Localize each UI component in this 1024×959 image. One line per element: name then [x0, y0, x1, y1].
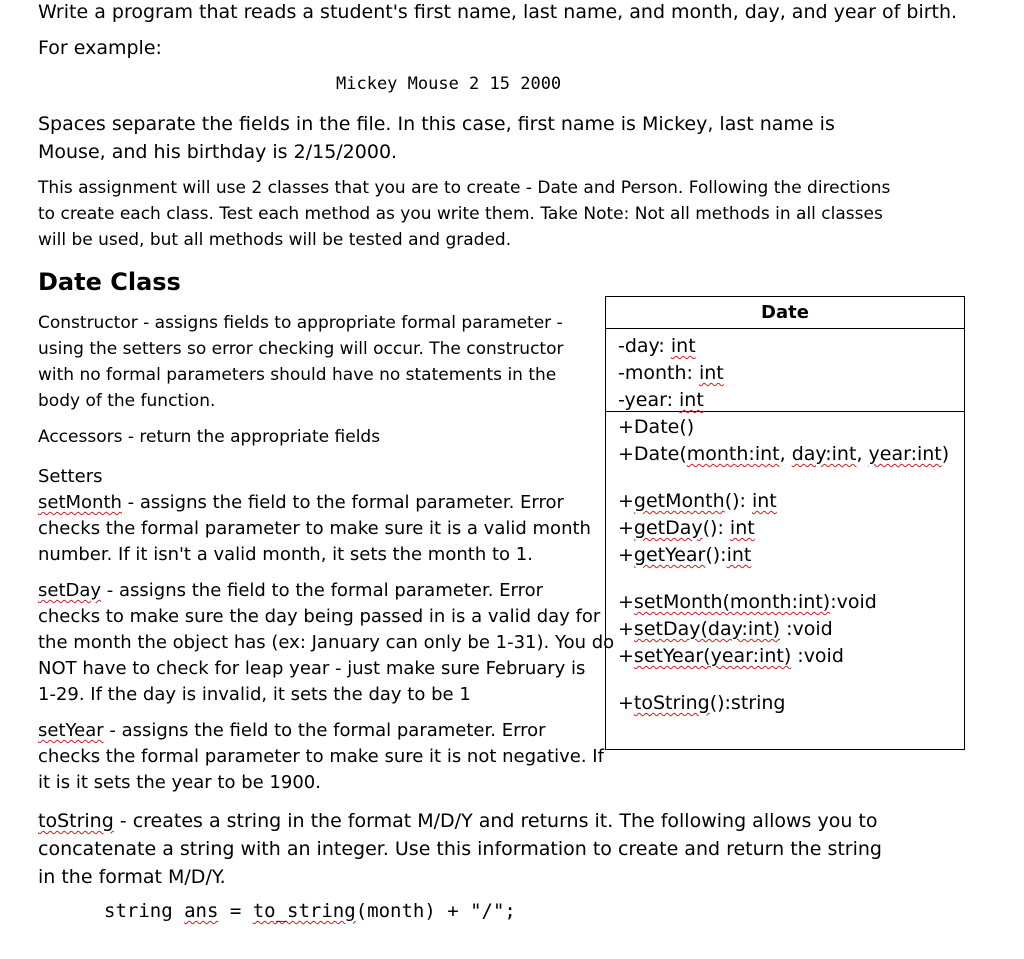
text-fragment: setYear(year:int) [633, 645, 792, 667]
assignment-paragraph-line: to create each class. Test each method as you write them. Take Note: Not all methods in all classes [38, 204, 883, 224]
code-fragment: to_string [252, 900, 356, 922]
text-fragment: year:int [868, 443, 942, 465]
constructor-description [38, 310, 563, 414]
text-line [38, 490, 591, 516]
code-fragment: = [218, 900, 253, 922]
text-fragment: setDay(day:int) [633, 618, 781, 640]
code-fragment: string [104, 900, 185, 922]
text-fragment: - assigns the field to the formal parameter. Error [101, 580, 544, 601]
date-class-heading: Date Class [38, 268, 181, 296]
text-fragment: -month: [618, 362, 699, 384]
tostring-section [38, 807, 882, 891]
text-fragment: day:int [791, 443, 857, 465]
setday-section [38, 578, 614, 708]
text-fragment: , [779, 443, 792, 465]
spaces-paragraph-line: Mouse, and his birthday is 2/15/2000. [38, 141, 398, 163]
code-snippet [104, 900, 516, 922]
text-fragment: int [670, 335, 696, 357]
text-fragment: int [751, 490, 777, 512]
text-line: checks to make sure the day being passed in is a valid day for [38, 606, 601, 627]
uml-method [618, 488, 964, 515]
uml-field [618, 387, 964, 414]
text-fragment: int [679, 389, 704, 411]
text-line: it is it sets the year to be 1900. [38, 772, 321, 793]
text-fragment: + [618, 692, 634, 714]
text-fragment: + [618, 517, 634, 539]
text-fragment: - assigns the field to the formal parameter. Error [103, 720, 546, 741]
text-line [38, 718, 604, 744]
example-input: Mickey Mouse 2 15 2000 [336, 74, 562, 94]
tostring-term: toString [38, 810, 114, 832]
for-example-label: For example: [38, 37, 162, 59]
assignment-paragraph-line: will be used, but all methods will be tested and graded. [38, 230, 512, 250]
text-line: 1-29. If the day is invalid, it sets the day to be 1 [38, 684, 471, 705]
text-fragment: - assigns the field to the formal parameter. Error [121, 492, 564, 513]
setday-term: setDay [38, 580, 102, 601]
text-fragment: :void [791, 645, 844, 667]
text-fragment: :void [780, 618, 833, 640]
text-fragment: +Date( [618, 443, 687, 465]
text-fragment: + [618, 618, 634, 640]
text-line: Constructor - assigns fields to appropriate formal parameter - [38, 313, 563, 333]
text-fragment: -year: [618, 389, 680, 411]
text-line: using the setters so error checking will occur. The constructor [38, 339, 564, 359]
uml-method [618, 542, 964, 569]
text-fragment: getYear [633, 544, 706, 566]
uml-method [618, 690, 964, 717]
setters-section [38, 464, 591, 568]
uml-methods [606, 412, 964, 717]
text-fragment: :void [830, 591, 877, 613]
code-fragment: ans [184, 900, 219, 922]
text-fragment: + [618, 645, 634, 667]
text-fragment: int [729, 517, 755, 539]
uml-method [618, 616, 964, 643]
code-fragment: (month) + "/"; [355, 900, 516, 922]
spaces-paragraph-line: Spaces separate the fields in the file. In this case, first name is Mickey, last name is [38, 113, 835, 135]
text-line: checks the formal parameter to make sure it is a valid month [38, 518, 591, 539]
spacer [618, 569, 964, 589]
text-fragment: int [698, 362, 724, 384]
accessors-description: Accessors - return the appropriate fields [38, 427, 381, 447]
uml-method [618, 643, 964, 670]
spacer [618, 468, 964, 488]
text-fragment: getMonth [633, 490, 725, 512]
setters-title: Setters [38, 466, 103, 487]
uml-fields [606, 329, 964, 412]
text-fragment: + [618, 544, 634, 566]
text-fragment: + [618, 591, 634, 613]
text-line [38, 578, 614, 604]
text-fragment: int [726, 544, 752, 566]
text-line: body of the function. [38, 391, 216, 411]
uml-field [618, 333, 964, 360]
text-line: NOT have to check for leap year - just make sure February is [38, 658, 586, 679]
uml-class-name: Date [606, 297, 964, 329]
uml-method [618, 589, 964, 616]
text-fragment: (): [705, 544, 727, 566]
spacer [618, 670, 964, 690]
intro-line: Write a program that reads a student's first name, last name, and month, day, and year of birth. [38, 1, 958, 23]
text-fragment: (): [724, 490, 752, 512]
text-line: number. If it isn't a valid month, it sets the month to 1. [38, 544, 533, 565]
text-fragment: (): [702, 517, 730, 539]
text-fragment: getDay [633, 517, 703, 539]
text-fragment: ():string [709, 692, 786, 714]
setyear-section [38, 718, 604, 796]
text-line: in the format M/D/Y. [38, 866, 226, 888]
text-fragment: month:int [686, 443, 780, 465]
text-line: concatenate a string with an integer. Use this information to create and return the string [38, 838, 882, 860]
text-line: the month the object has (ex: January can only be 1-31). You do [38, 632, 615, 653]
uml-field [618, 360, 964, 387]
text-line: checks the formal parameter to make sure it is not negative. If [38, 746, 604, 767]
text-line: with no formal parameters should have no statements in the [38, 365, 557, 385]
uml-method [618, 441, 964, 468]
text-fragment: - creates a string in the format M/D/Y and returns it. The following allows you to [113, 810, 878, 832]
text-fragment: setMonth(month:int) [633, 591, 831, 613]
text-fragment: -day: [618, 335, 671, 357]
text-fragment: toString [633, 692, 710, 714]
text-fragment: + [618, 490, 634, 512]
setyear-term: setYear [38, 720, 104, 741]
text-line [38, 807, 882, 835]
assignment-paragraph-line: This assignment will use 2 classes that you are to create - Date and Person. Following the directions [38, 178, 891, 198]
setmonth-term: setMonth [38, 492, 122, 513]
uml-method: +Date() [618, 416, 695, 438]
text-fragment: ) [941, 443, 950, 465]
uml-method [618, 515, 964, 542]
text-fragment: , [856, 443, 869, 465]
uml-class-diagram [605, 296, 965, 750]
